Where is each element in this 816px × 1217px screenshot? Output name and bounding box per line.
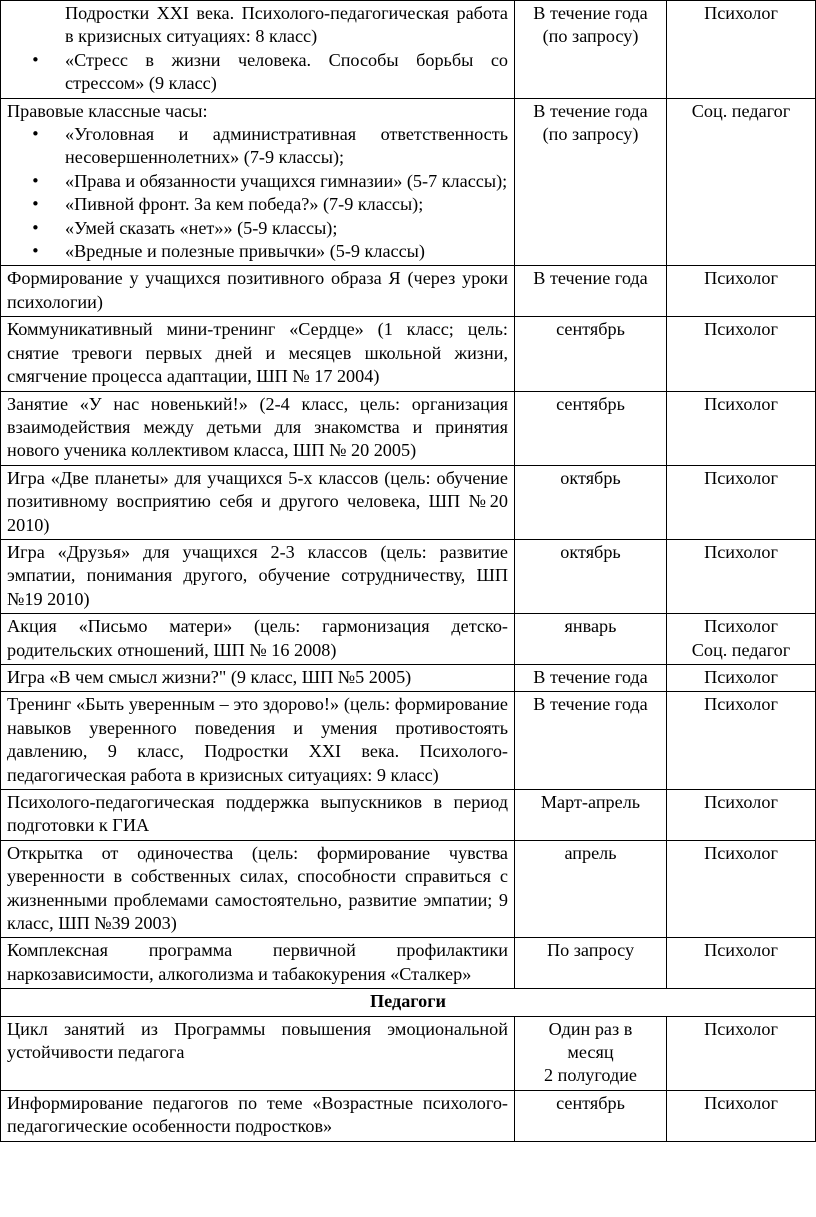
responsible-name: Психолог xyxy=(704,268,778,289)
timing-cell: сентябрь xyxy=(515,391,667,465)
timing-cell: октябрь xyxy=(515,465,667,539)
timing-cell xyxy=(515,1016,667,1090)
responsible-name: Психолог xyxy=(704,940,778,961)
timing-cell: сентябрь xyxy=(515,317,667,391)
group-heading: Педагоги xyxy=(1,989,816,1016)
activity-cell: Открытка от одиночества (цель: формирование чувства уверенности в собственных силах, способности справиться с жизненными проблемами самостоятельно, развитие эмпатии; 9 класс, ШП №39 2003) xyxy=(1,840,515,938)
responsible-cell xyxy=(667,840,816,938)
responsible-name: Психолог xyxy=(704,616,778,637)
timing-cell: В течение года (по запросу) xyxy=(515,1,667,99)
responsible-cell xyxy=(667,266,816,317)
responsible-name: Психолог xyxy=(704,1018,778,1039)
timing-cell xyxy=(515,1090,667,1141)
responsible-name: Психолог xyxy=(704,541,778,562)
activity-continuation: Подростки XXI века. Психолого-педагогическая работа в кризисных ситуациях: 8 класс) xyxy=(65,3,508,47)
responsible-cell xyxy=(667,1016,816,1090)
responsible-name: Психолог xyxy=(704,666,778,687)
responsible-cell xyxy=(667,1090,816,1141)
responsible-name: Соц. педагог xyxy=(691,100,791,121)
timing-cell: В течение года xyxy=(515,664,667,691)
list-item: • «Права и обязанности учащихся гимназии» (5-7 классы); xyxy=(7,170,508,193)
responsible-name: Психолог xyxy=(704,842,778,863)
timing-cell: В течение года xyxy=(515,266,667,317)
activity-cell: Тренинг «Быть уверенным – это здорово!» (цель: формирование навыков уверенного поведения и умения противостоять давлению, 9 класс, Подростки XXI века. Психолого-педагогическая работа в кризисных ситуациях: 9 класс) xyxy=(1,692,515,790)
timing-line: месяц xyxy=(567,1042,614,1063)
table-row xyxy=(1,1090,816,1141)
table-row xyxy=(1,98,816,266)
activity-cell: Комплексная программа первичной профилактики наркозависимости, алкоголизма и табакокурения «Сталкер» xyxy=(1,938,515,989)
activity-cell: Психолого-педагогическая поддержка выпускников в период подготовки к ГИА xyxy=(1,790,515,841)
activity-bullet-list xyxy=(7,49,508,96)
activity-bullet-list xyxy=(7,123,508,263)
responsible-name: Соц. педагог xyxy=(691,639,791,660)
responsible-cell xyxy=(667,539,816,613)
table-row xyxy=(1,317,816,391)
timing-cell: октябрь xyxy=(515,539,667,613)
list-item: • «Вредные и полезные привычки» (5-9 классы) xyxy=(7,240,508,263)
activity-cell: Цикл занятий из Программы повышения эмоциональной устойчивости педагога xyxy=(1,1016,515,1090)
responsible-name: Психолог xyxy=(704,694,778,715)
table-row xyxy=(1,1016,816,1090)
responsible-name: Психолог xyxy=(704,3,778,23)
responsible-cell xyxy=(667,938,816,989)
table-row xyxy=(1,614,816,665)
list-item: • «Стресс в жизни человека. Способы борьбы со стрессом» (9 класс) xyxy=(7,49,508,96)
table-row xyxy=(1,1,816,99)
table-row xyxy=(1,539,816,613)
table-row xyxy=(1,266,816,317)
responsible-cell xyxy=(667,692,816,790)
responsible-name: Психолог xyxy=(704,792,778,812)
table-row xyxy=(1,692,816,790)
table-row xyxy=(1,938,816,989)
group-heading-row xyxy=(1,989,816,1016)
responsible-name: Психолог xyxy=(704,393,778,414)
responsible-cell xyxy=(667,1,816,99)
timing-cell: апрель xyxy=(515,840,667,938)
table-row xyxy=(1,790,816,841)
responsible-cell xyxy=(667,317,816,391)
responsible-cell xyxy=(667,98,816,266)
responsible-name: Психолог xyxy=(704,319,778,340)
activity-cell xyxy=(1,98,515,266)
activity-cell: Игра «Две планеты» для учащихся 5-х классов (цель: обучение позитивному восприятию себя и другого человека, ШП №20 2010) xyxy=(1,465,515,539)
responsible-cell xyxy=(667,790,816,841)
table-row xyxy=(1,840,816,938)
activity-cell: Игра «В чем смысл жизни?" (9 класс, ШП №5 2005) xyxy=(1,664,515,691)
activity-cell: Информирование педагогов по теме «Возрастные психолого-педагогические особенности подростков» xyxy=(1,1090,515,1141)
activity-cell: Игра «Друзья» для учащихся 2-3 классов (цель: развитие эмпатии, понимания другого, обучение сотрудничеству, ШП №19 2010) xyxy=(1,539,515,613)
responsible-name: Психолог xyxy=(704,467,778,488)
table-row xyxy=(1,465,816,539)
timing-cell: Март-апрель xyxy=(515,790,667,841)
responsible-name: Психолог xyxy=(704,1092,778,1113)
table-row xyxy=(1,664,816,691)
table-row xyxy=(1,391,816,465)
timing-cell: январь xyxy=(515,614,667,665)
responsible-cell xyxy=(667,614,816,665)
activity-cell: Акция «Письмо матери» (цель: гармонизация детско-родительских отношений, ШП № 16 2008) xyxy=(1,614,515,665)
list-item: • «Пивной фронт. За кем победа?» (7-9 классы); xyxy=(7,193,508,216)
activity-cell: Занятие «У нас новенький!» (2-4 класс, цель: организация взаимодействия между детьми для знакомства и принятия нового ученика коллективом класса, ШП № 20 2005) xyxy=(1,391,515,465)
timing-cell: По запросу xyxy=(515,938,667,989)
table-body xyxy=(1,1,816,1142)
timing-line: Один раз в xyxy=(548,1018,633,1039)
timing-line: 2 полугодие xyxy=(543,1065,638,1086)
activity-cell: Коммуникативный мини-тренинг «Сердце» (1 класс; цель: снятие тревоги первых дней и месяцев школьной жизни, смягчение процесса адаптации, ШП № 17 2004) xyxy=(1,317,515,391)
activity-text: Правовые классные часы: xyxy=(7,100,208,121)
timing-cell: В течение года (по запросу) xyxy=(515,98,667,266)
responsible-cell xyxy=(667,465,816,539)
list-item: • «Уголовная и административная ответственность несовершеннолетних» (7-9 классы); xyxy=(7,123,508,170)
activity-cell: Формирование у учащихся позитивного образа Я (через уроки психологии) xyxy=(1,266,515,317)
timing-cell: В течение года xyxy=(515,692,667,790)
activity-cell xyxy=(1,1,515,99)
timing-line: сентябрь xyxy=(556,1092,625,1113)
responsible-cell xyxy=(667,391,816,465)
list-item: • «Умей сказать «нет»» (5-9 классы); xyxy=(7,217,508,240)
responsible-cell xyxy=(667,664,816,691)
